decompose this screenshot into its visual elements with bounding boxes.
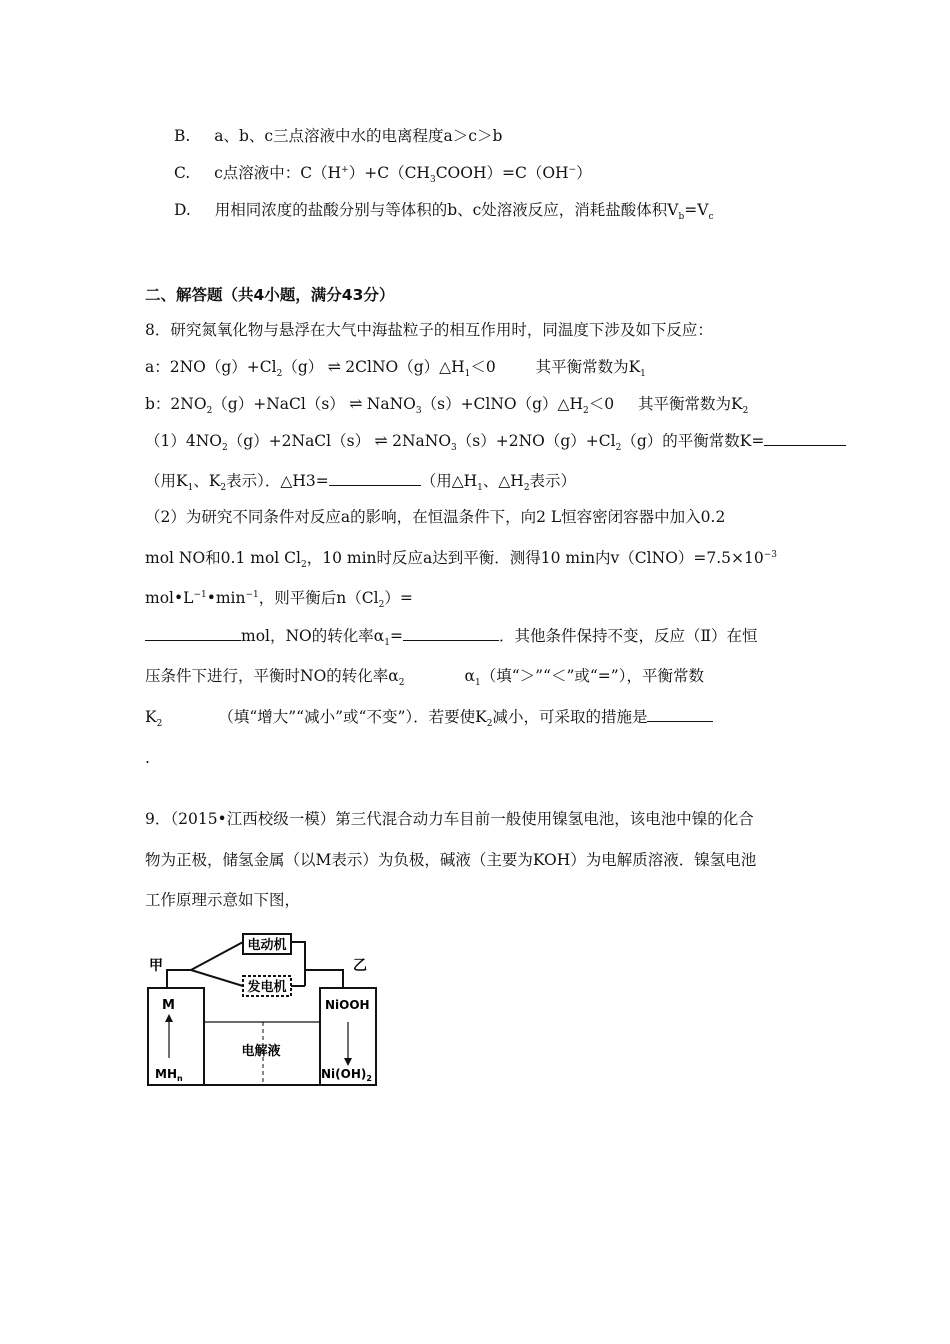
q8-reaction-a <box>145 357 646 380</box>
subscript: 3 <box>429 175 436 186</box>
subscript: 1 <box>187 483 194 494</box>
superscript: + <box>341 164 349 175</box>
option-b-letter: B. <box>174 127 191 145</box>
subscript: 2 <box>156 719 163 730</box>
superscript: − <box>568 164 577 175</box>
section-heading: 二、解答题（共4小题，满分43分） <box>145 286 395 304</box>
left-bottom-label: $MH_n$ <box>155 1067 183 1083</box>
reaction-text: 2ClNO（g）△H <box>345 358 465 376</box>
q8-part2-line1: （2）为研究不同条件对反应a的影响，在恒温条件下，向2 L恒容密闭容器中加入0.2 <box>145 508 726 526</box>
question-text: 表示）．△H3= <box>226 472 329 490</box>
subscript: 2 <box>378 600 385 611</box>
answer-blank[interactable] <box>764 431 846 446</box>
subscript: 2 <box>398 678 405 689</box>
reaction-text: b：2NO <box>145 395 207 413</box>
question-text: ）= <box>384 589 413 607</box>
question-text: •min <box>206 589 246 607</box>
option-c-text: ） <box>576 164 592 182</box>
answer-blank[interactable] <box>145 626 241 641</box>
q9-line3: 工作原理示意如下图， <box>145 891 301 909</box>
option-d-text: 用相同浓度的盐酸分别与等体积的b、c处溶液反应，消耗盐酸体积V <box>214 201 679 219</box>
subscript: 1 <box>474 678 481 689</box>
option-c-text: COOH）=C（OH <box>435 164 569 182</box>
subscript: 2 <box>276 369 283 380</box>
answer-blank-hidden[interactable] <box>162 708 218 722</box>
q8-part2-line6 <box>145 707 713 730</box>
question-text: ．其他条件保持不变，反应（Ⅱ）在恒 <box>498 627 758 645</box>
question-text: （s）+2NO（g）+Cl <box>456 432 616 450</box>
left-wire-lower <box>191 970 243 986</box>
reaction-text: a：2NO（g）+Cl <box>145 358 277 376</box>
reaction-text: NaNO <box>366 395 416 413</box>
q8-intro: 8．研究氮氧化物与悬浮在大气中海盐粒子的相互作用时，同温度下涉及如下反应： <box>145 321 713 339</box>
answer-blank[interactable] <box>329 471 421 486</box>
down-arrow-icon <box>344 1058 352 1066</box>
question-text: 、△H <box>482 472 524 490</box>
option-c-letter: C. <box>174 164 191 182</box>
equilibrium-arrow-icon: ⇌ <box>327 357 341 376</box>
subscript: 2 <box>220 483 227 494</box>
q9-line2: 物为正极，储氢金属（以M表示）为负极，碱液（主要为KOH）为电解质溶液．镍氢电池 <box>145 851 757 869</box>
question-text: ，10 min时反应a达到平衡．测得10 min内v（ClNO）=7.5×10 <box>306 549 764 567</box>
equilibrium-arrow-icon: ⇌ <box>374 431 388 450</box>
left-label: 甲 <box>149 958 163 974</box>
electrolyte-label: 电解液 <box>241 1044 281 1059</box>
question-text: mol NO和0.1 mol Cl <box>145 549 301 567</box>
subscript: 2 <box>742 406 749 417</box>
subscript: 3 <box>415 406 422 417</box>
subscript: b <box>678 212 685 223</box>
question-text: mol，NO的转化率α <box>241 627 385 645</box>
question-text: 、K <box>193 472 221 490</box>
q9-line1: 9．（2015•江西校级一模）第三代混合动力车目前一般使用镍氢电池，该电池中镍的化合 <box>145 810 754 828</box>
subscript: 2 <box>301 560 307 571</box>
q8-part2-line4 <box>145 626 758 649</box>
subscript: 2 <box>206 406 213 417</box>
equilibrium-constant-text: 其平衡常数为K <box>637 395 743 413</box>
motor-label: 电动机 <box>247 938 287 953</box>
subscript: 1 <box>640 369 646 380</box>
q8-part1 <box>145 431 846 454</box>
q8-part2-line7: . <box>145 749 150 767</box>
subscript: 2 <box>486 719 493 730</box>
question-text: = <box>389 627 403 645</box>
left-top-label: M <box>162 998 175 1013</box>
option-d <box>174 200 714 223</box>
subscript: 2 <box>222 443 228 454</box>
left-wire <box>167 970 191 988</box>
question-text: （填“增大”“减小”或“不变”）．若要使K <box>218 708 487 726</box>
option-b-text: a、b、c三点溶液中水的电离程度a＞c＞b <box>214 127 503 145</box>
subscript: 2 <box>523 483 530 494</box>
right-bottom-label: $Ni(OH)_2$ <box>321 1067 372 1083</box>
q8-part2-line2 <box>145 548 778 571</box>
q8-part2-line5 <box>145 666 704 689</box>
question-text: （用K <box>145 472 188 490</box>
right-top-label: NiOOH <box>325 998 370 1012</box>
question-text: ，则平衡后n（Cl <box>258 589 379 607</box>
reaction-text: （g） <box>282 358 324 376</box>
subscript: 2 <box>583 406 589 417</box>
superscript: −1 <box>193 589 207 600</box>
equilibrium-arrow-icon: ⇌ <box>349 394 363 413</box>
reaction-text: （s）+ClNO（g）△H <box>421 395 583 413</box>
question-text: mol•L <box>145 589 194 607</box>
answer-blank-hidden[interactable] <box>404 667 464 681</box>
superscript: −3 <box>763 549 778 560</box>
up-arrow-icon <box>165 1014 173 1022</box>
q8-reaction-b <box>145 394 749 417</box>
right-wire <box>291 942 343 988</box>
question-text: α <box>464 667 475 685</box>
option-c <box>174 163 592 186</box>
option-d-text: =V <box>684 201 709 219</box>
answer-blank[interactable] <box>403 626 499 641</box>
left-wire-upper <box>191 942 243 970</box>
option-c-text: ）+C（CH <box>348 164 430 182</box>
question-text: K <box>145 708 157 726</box>
question-text: 表示） <box>529 472 577 490</box>
option-d-letter: D. <box>174 201 191 219</box>
nickel-metal-hydride-battery-diagram <box>143 930 383 1090</box>
question-text: （1）4NO <box>145 432 222 450</box>
equilibrium-constant-text: 其平衡常数为K <box>535 358 641 376</box>
subscript: 3 <box>451 443 457 454</box>
subscript: 1 <box>384 638 390 649</box>
question-text: 压条件下进行，平衡时NO的转化率α <box>145 667 399 685</box>
answer-blank[interactable] <box>647 707 713 722</box>
subscript: c <box>708 212 714 223</box>
subscript: 1 <box>477 483 483 494</box>
question-text: （g）+2NaCl（s） <box>227 432 371 450</box>
question-text: 减小，可采取的措施是 <box>492 708 648 726</box>
subscript: 2 <box>615 443 622 454</box>
q8-part2-line3 <box>145 588 413 611</box>
superscript: −1 <box>245 589 259 600</box>
reaction-text: ＜0 <box>470 358 496 376</box>
generator-label: 发电机 <box>247 980 287 995</box>
question-text: （g）的平衡常数K= <box>621 432 765 450</box>
q8-part1-cont <box>145 471 577 494</box>
right-label: 乙 <box>353 958 367 974</box>
option-c-text: c点溶液中：C（H <box>214 164 342 182</box>
reaction-text: ＜0 <box>588 395 615 413</box>
question-text: （填“＞”“＜”或“=”），平衡常数 <box>480 667 704 685</box>
reaction-text: （g）+NaCl（s） <box>212 395 345 413</box>
question-text: （用△H <box>420 472 478 490</box>
question-text: 2NaNO <box>392 432 452 450</box>
subscript: 1 <box>464 369 471 380</box>
option-b <box>174 126 502 146</box>
